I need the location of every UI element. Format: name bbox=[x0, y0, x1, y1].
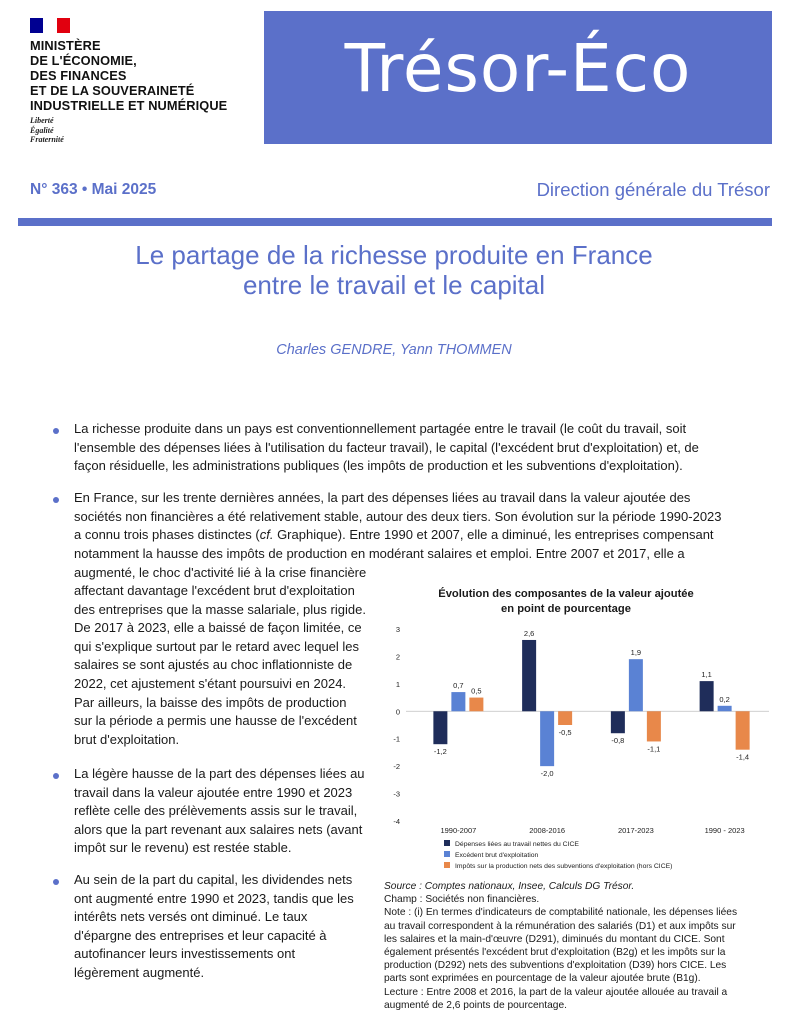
authors: Charles GENDRE, Yann THOMMEN bbox=[276, 342, 512, 358]
issue-number: N° 363 • Mai 2025 bbox=[30, 181, 157, 198]
text-line: notamment la hausse des impôts de production en modérant salaires et emploi. Entre 2007 et 2017, elle a bbox=[74, 545, 685, 561]
bullet-paragraph-2 bbox=[74, 489, 774, 563]
text-line: La richesse produite dans un pays est conventionnellement partagée entre le travail (le coût du travail, soit bbox=[74, 421, 687, 436]
data-label: 0,7 bbox=[453, 681, 464, 691]
legend-swatch bbox=[444, 851, 450, 857]
ministry-line: INDUSTRIELLE ET NUMÉRIQUE bbox=[30, 98, 228, 113]
republique-francaise-flag bbox=[30, 18, 70, 33]
y-tick-label: -4 bbox=[393, 817, 400, 826]
bullet-icon bbox=[53, 428, 59, 434]
text-line: qui s'explique surtout par le retard avec lequel les bbox=[74, 638, 360, 654]
text-line: En France, sur les trente dernières années, la part des dépenses liées au travail dans la valeur ajoutée des bbox=[74, 490, 691, 505]
text-line: façon résiduelle, les administrations publiques (les impôts de production et les subventions d'exploitation). bbox=[74, 458, 683, 474]
ministry-line: DE L'ÉCONOMIE, bbox=[30, 53, 137, 68]
y-tick-label: 2 bbox=[395, 652, 400, 662]
article-title bbox=[40, 240, 748, 300]
data-label: 1,1 bbox=[701, 670, 712, 680]
text-line: des entreprises que la masse salariale, plus rigide. bbox=[74, 601, 366, 617]
text-line: d'épargne des entreprises et leur capacité à bbox=[74, 927, 327, 943]
legend-swatch bbox=[444, 862, 450, 868]
bullet-paragraph-1 bbox=[74, 420, 774, 476]
note-line: les salaires et la main-d'œuvre (D291), diminués du montant du CICE. Sont bbox=[384, 933, 725, 945]
ministry-name bbox=[30, 38, 270, 113]
chart-title-line: en point de pourcentage bbox=[501, 602, 631, 615]
publication-title: Trésor-Éco bbox=[344, 30, 692, 107]
bar-chart bbox=[384, 615, 779, 877]
bar bbox=[736, 711, 750, 749]
bullet-paragraph-3 bbox=[74, 765, 374, 858]
text-fragment: Graphique). Entre 1990 et 2007, elle a diminué, les entreprises compensant bbox=[273, 527, 714, 543]
data-label: 0,2 bbox=[719, 694, 730, 704]
text-line: augmenté, le choc d'activité lié à la crise financière bbox=[74, 564, 367, 580]
bar bbox=[647, 711, 661, 741]
title-line: entre le travail et le capital bbox=[242, 270, 546, 300]
note-line: augmenté de 2,6 points de pourcentage. bbox=[384, 999, 567, 1011]
chart-title bbox=[400, 587, 732, 616]
x-tick-label: 2008-2016 bbox=[529, 826, 566, 835]
y-tick-label: 3 bbox=[395, 625, 400, 634]
bar bbox=[451, 692, 465, 711]
title-line: Le partage de la richesse produite en France bbox=[135, 240, 653, 270]
text-line: impôt sur le revenu) est restée stable. bbox=[74, 840, 292, 856]
ministry-line: DES FINANCES bbox=[30, 68, 127, 83]
x-tick-label: 2017-2023 bbox=[617, 826, 654, 835]
y-tick-label: -3 bbox=[393, 789, 400, 799]
data-label: 2,6 bbox=[523, 628, 535, 638]
note-line: au travail correspondent à la rémunération des salariés (D1) et aux impôts sur bbox=[384, 920, 736, 932]
text-line: ont augmenté entre 1990 et 2023, tandis que les bbox=[74, 890, 354, 906]
y-tick-label: -2 bbox=[393, 762, 400, 772]
text-line: Par ailleurs, la baisse des impôts de production bbox=[74, 694, 347, 710]
ministry-line: ET DE LA SOUVERAINETÉ bbox=[30, 83, 195, 98]
note-line: Lecture : Entre 2008 et 2016, la part de la valeur ajoutée allouée au travail a bbox=[384, 986, 728, 998]
note-line: production (D292) nets des subventions d'exploitation (D39) hors CICE. Les bbox=[384, 960, 727, 972]
text-line: intérêts nets versés ont diminué. Le taux bbox=[74, 909, 308, 925]
data-label: -1,2 bbox=[433, 747, 447, 757]
devise-line: Égalité bbox=[30, 125, 54, 135]
legend-label: Excédent brut d'exploitation bbox=[455, 852, 539, 859]
data-label: -0,8 bbox=[611, 736, 625, 746]
text-line: De 2017 à 2023, elle a baissé de façon limitée, ce bbox=[74, 620, 362, 636]
direction-name: Direction générale du Trésor bbox=[536, 179, 770, 200]
header-rule bbox=[18, 218, 772, 226]
chart-notes bbox=[384, 880, 774, 1012]
note-line: Champ : Sociétés non financières. bbox=[384, 894, 540, 906]
ministry-line: MINISTÈRE bbox=[30, 38, 101, 53]
data-label: 0,5 bbox=[471, 686, 482, 696]
bar bbox=[611, 711, 625, 733]
text-line: 2022, cet ajustement s'étant poursuivi en 2024. bbox=[74, 676, 347, 692]
text-line: salaires se sont ajustés au choc inflationniste de bbox=[74, 657, 353, 673]
source-line: Source : Comptes nationaux, Insee, Calculs DG Trésor. bbox=[384, 881, 635, 892]
bar bbox=[718, 706, 732, 711]
bar bbox=[629, 659, 643, 711]
bullet-icon bbox=[53, 773, 59, 779]
text-line: alors que la part revenant aux salaires nets (avant bbox=[74, 821, 363, 837]
text-fragment: a connu trois phases distinctes ( bbox=[74, 527, 260, 543]
text-line bbox=[74, 526, 774, 545]
text-line: sur la période a permis une hausse de l'excédent bbox=[74, 713, 357, 729]
text-fragment: cf. bbox=[259, 527, 274, 543]
bar bbox=[558, 711, 572, 725]
y-tick-label: 1 bbox=[395, 679, 400, 689]
legend-label: Dépenses liées au travail nettes du CICE bbox=[455, 841, 579, 848]
bar bbox=[522, 640, 536, 711]
bullet-paragraph-2-continued bbox=[74, 564, 374, 750]
bar bbox=[433, 711, 447, 744]
note-line: également présentés l'excédent brut d'exploitation (B2g) et les impôts sur la bbox=[384, 947, 726, 959]
note-line: Note : (i) En termes d'indicateurs de comptabilité nationale, les dépenses liées bbox=[384, 907, 738, 919]
text-line: affectant davantage l'excédent brut d'exploitation bbox=[74, 583, 355, 599]
devise-line: Liberté bbox=[30, 116, 54, 125]
note-line: parts sont exprimées en pourcentage de la valeur ajoutée brute (B1g). bbox=[384, 973, 701, 985]
bullet-icon bbox=[53, 879, 59, 885]
devise-line: Fraternité bbox=[30, 135, 64, 145]
x-tick-label: 1990 - 2023 bbox=[704, 826, 745, 835]
bullet-paragraph-4 bbox=[74, 871, 374, 983]
legend-swatch bbox=[444, 840, 450, 846]
legend-label: Impôts sur la production nets des subventions d'exploitation (hors CICE) bbox=[455, 863, 673, 870]
x-tick-label: 1990-2007 bbox=[440, 826, 477, 835]
data-label: 1,9 bbox=[630, 648, 642, 658]
y-tick-label: 0 bbox=[395, 707, 400, 717]
bar bbox=[700, 681, 714, 711]
text-line: sociétés non financières a été relativement stable, autour des deux tiers. Son évolution sur la période 1990-2023 bbox=[74, 508, 722, 524]
data-label: -0,5 bbox=[558, 728, 572, 737]
text-line: autofinancer leurs investissements ont bbox=[74, 946, 296, 962]
bullet-icon bbox=[53, 497, 59, 503]
text-line: brut d'exploitation. bbox=[74, 731, 180, 747]
bar bbox=[540, 711, 554, 766]
text-line: légèrement augmenté. bbox=[74, 964, 205, 980]
text-line: l'ensemble des dépenses liées à l'utilisation du facteur travail), le capital (l'excédent brut d'exploitation) et, de bbox=[74, 439, 699, 455]
text-line: travail dans la valeur ajoutée entre 1990 et 2023 bbox=[74, 784, 353, 800]
data-label: -1,4 bbox=[736, 752, 750, 762]
bar bbox=[469, 698, 483, 712]
text-line: La légère hausse de la part des dépenses liées au bbox=[74, 766, 365, 781]
text-line: Au sein de la part du capital, les dividendes nets bbox=[74, 872, 353, 887]
devise bbox=[30, 116, 64, 145]
y-tick-label: -1 bbox=[393, 734, 400, 744]
chart-title-line: Évolution des composantes de la valeur ajoutée bbox=[438, 588, 694, 600]
data-label: -1,1 bbox=[647, 744, 661, 754]
data-label: -2,0 bbox=[540, 769, 554, 779]
text-line: reflète celle des prélèvements assis sur le travail, bbox=[74, 803, 358, 819]
